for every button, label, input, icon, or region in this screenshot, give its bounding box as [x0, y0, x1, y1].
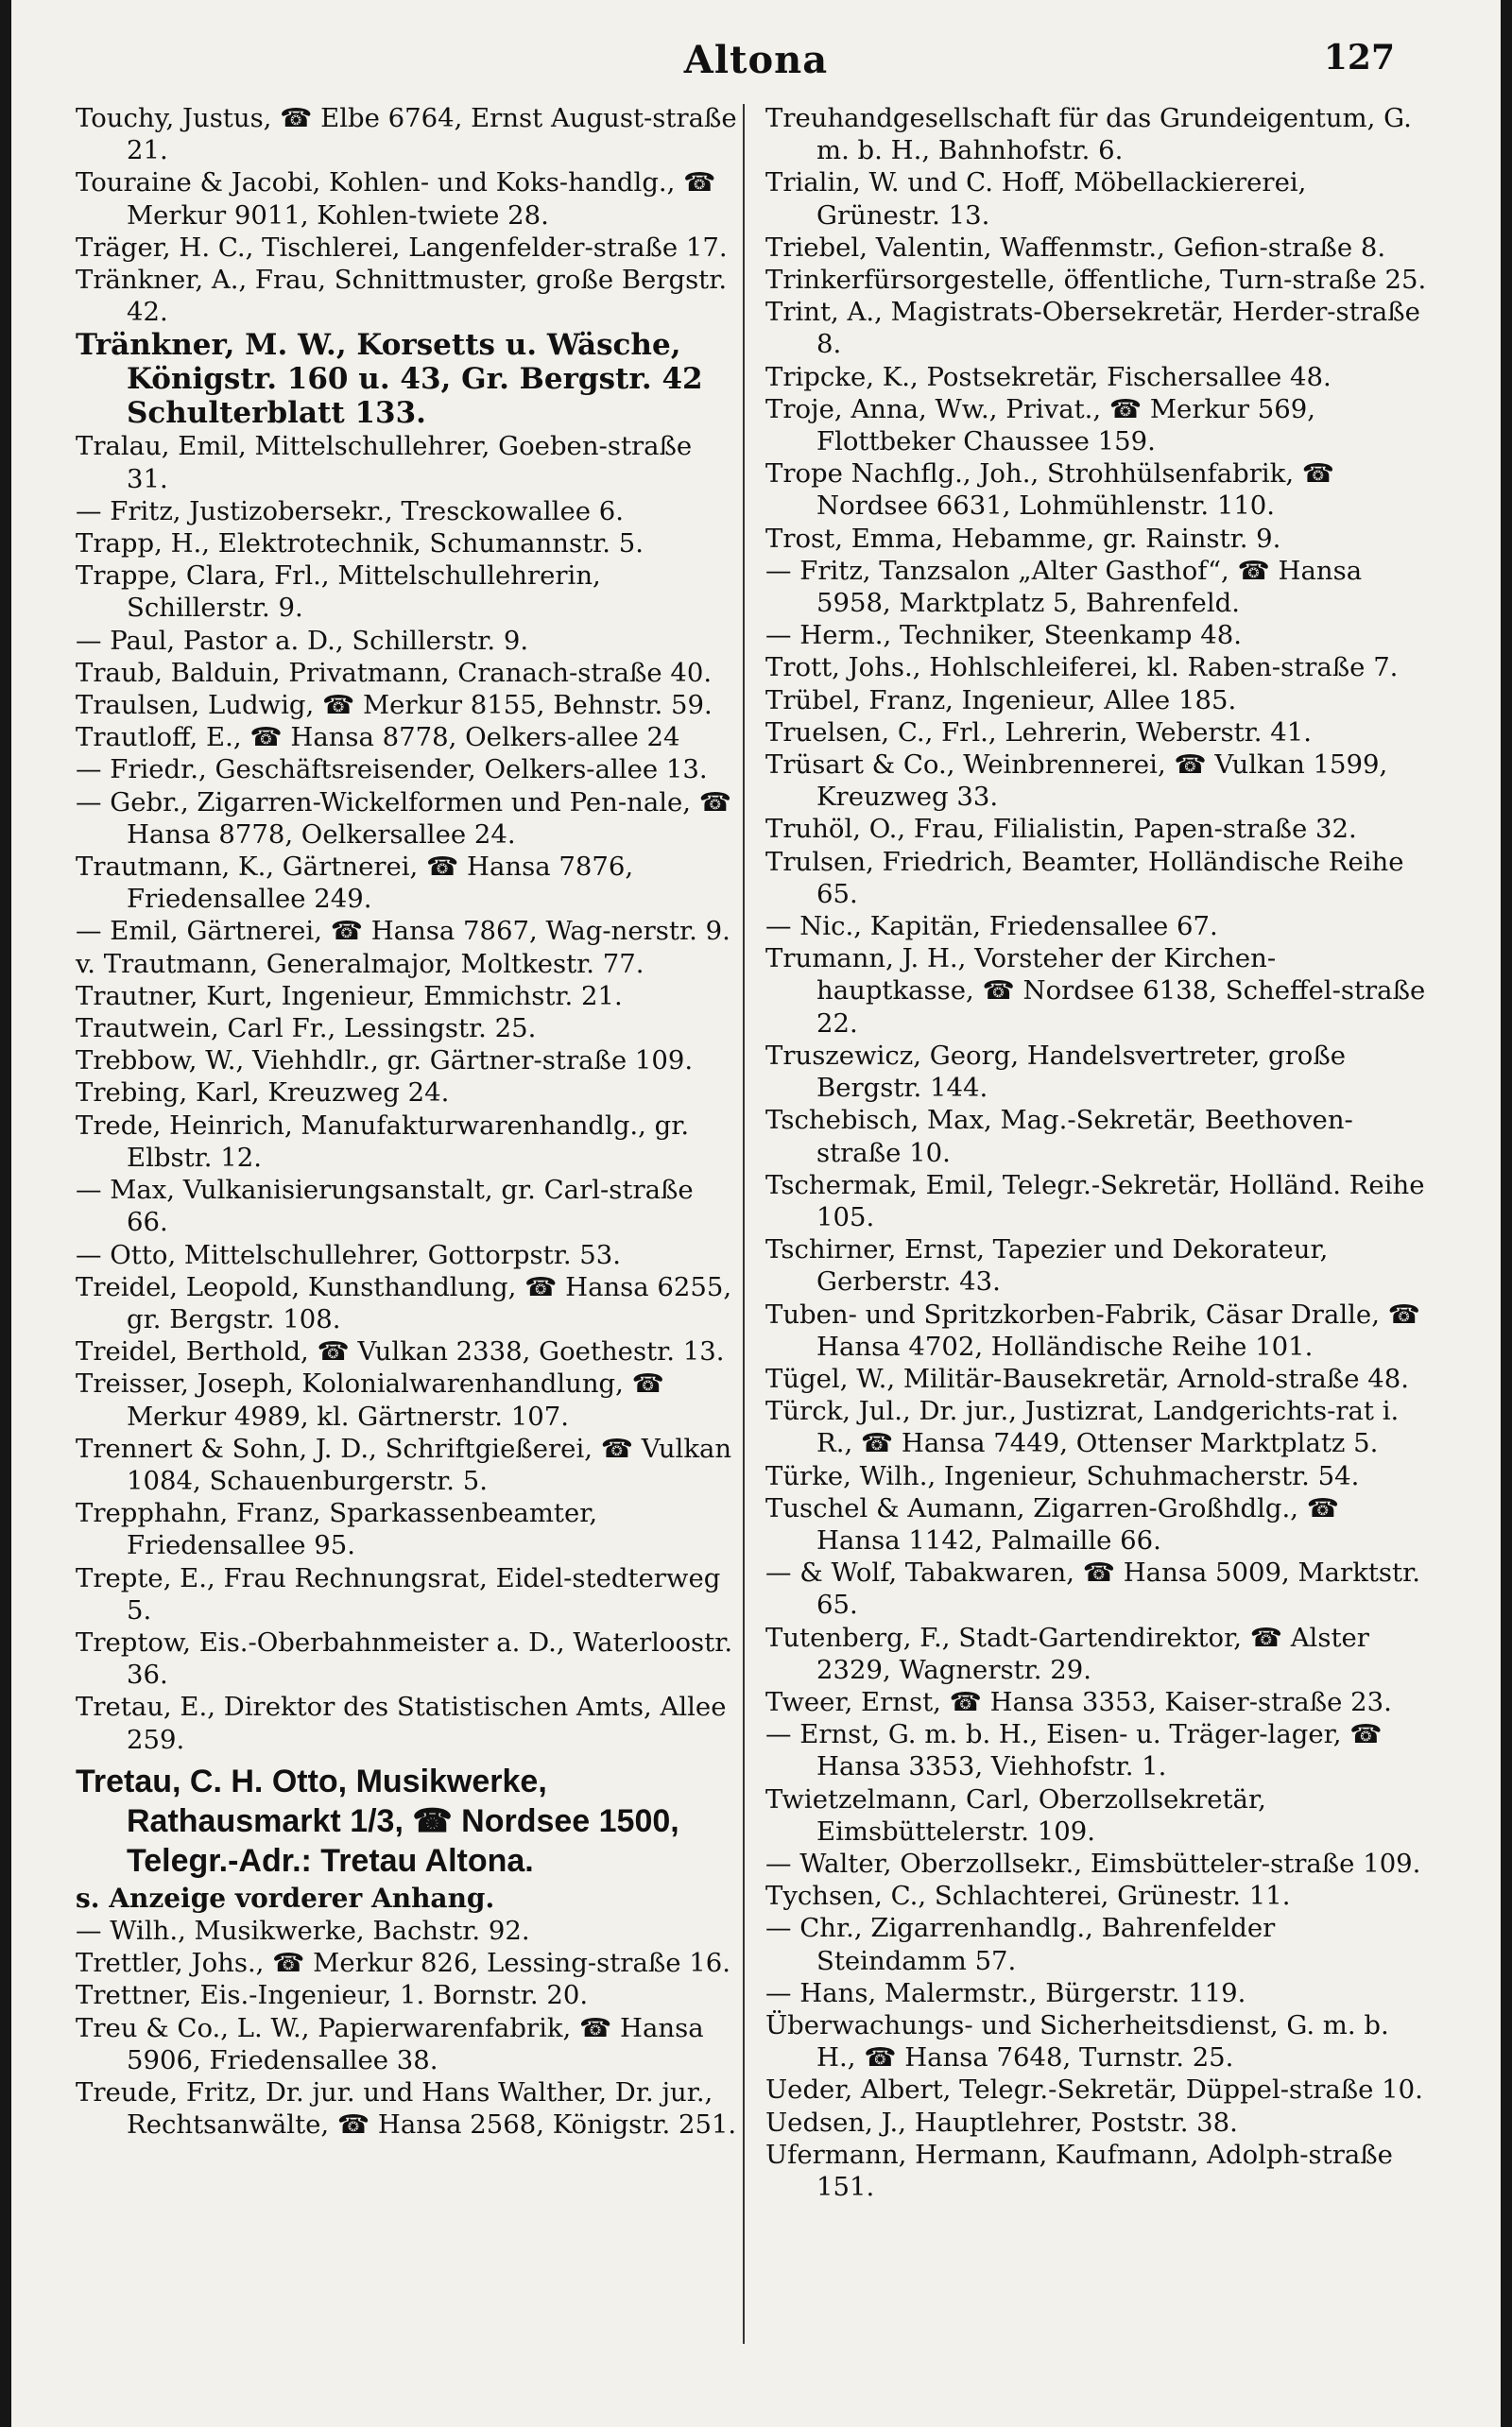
- directory-entry: Truelsen, C., Frl., Lehrerin, Weberstr. 41.: [765, 716, 1313, 748]
- directory-entry: — Hans, Malermstr., Bürgerstr. 119.: [765, 1977, 1246, 2008]
- directory-entry: Tränkner, A., Frau, Schnittmuster, große Bergstr. 42.: [76, 265, 728, 328]
- directory-entry: Tschebisch, Max, Mag.-Sekretär, Beethoven-straße 10.: [765, 1105, 1353, 1168]
- page-header: [11, 38, 1501, 95]
- directory-entry: Trüsart & Co., Weinbrennerei, ☎ Vulkan 1599, Kreuzweg 33.: [765, 749, 1388, 813]
- directory-entry: Tuben- und Spritzkorben-Fabrik, Cäsar Dralle, ☎ Hansa 4702, Holländische Reihe 101.: [765, 1299, 1420, 1362]
- directory-entry: — Walter, Oberzollsekr., Eimsbütteler-straße 109.: [765, 1848, 1421, 1879]
- directory-entry: Trede, Heinrich, Manufakturwarenhandlg., gr. Elbstr. 12.: [76, 1110, 690, 1173]
- directory-entry: Truhöl, O., Frau, Filialistin, Papen-straße 32.: [765, 814, 1357, 845]
- directory-entry: — & Wolf, Tabakwaren, ☎ Hansa 5009, Marktstr. 65.: [765, 1558, 1420, 1621]
- directory-entry: Tretau, C. H. Otto, Musikwerke, Rathausmarkt 1/3, ☎ Nordsee 1500, Telegr.-Adr.: Tretau Altona.: [76, 1763, 679, 1879]
- directory-entry: Treidel, Leopold, Kunsthandlung, ☎ Hansa 6255, gr. Bergstr. 108.: [76, 1271, 732, 1334]
- directory-entry: Triebel, Valentin, Waffenmstr., Gefion-straße 8.: [765, 232, 1386, 263]
- directory-entry: Trepte, E., Frau Rechnungsrat, Eidel-stedterweg 5.: [76, 1562, 721, 1626]
- directory-entry: Tychsen, C., Schlachterei, Grünestr. 11.: [765, 1881, 1291, 1912]
- directory-entry: — Herm., Techniker, Steenkamp 48.: [765, 620, 1242, 651]
- directory-entry: Treptow, Eis.-Oberbahnmeister a. D., Waterloostr. 36.: [76, 1627, 733, 1691]
- directory-entry: Troje, Anna, Ww., Privat., ☎ Merkur 569, Flottbeker Chaussee 159.: [765, 393, 1315, 457]
- directory-entry: — Max, Vulkanisierungsanstalt, gr. Carl-straße 66.: [76, 1175, 694, 1238]
- directory-entry: — Wilh., Musikwerke, Bachstr. 92.: [76, 1915, 530, 1946]
- directory-entry: Trope Nachflg., Joh., Strohhülsenfabrik, ☎ Nordsee 6631, Lohmühlenstr. 110.: [765, 458, 1335, 522]
- directory-entry: Tuschel & Aumann, Zigarren-Großhdlg., ☎ Hansa 1142, Palmaille 66.: [765, 1492, 1339, 1556]
- directory-entry: — Ernst, G. m. b. H., Eisen- u. Träger-lager, ☎ Hansa 3353, Viehhofstr. 1.: [765, 1719, 1383, 1782]
- directory-entry: Trappe, Clara, Frl., Mittelschullehrerin, Schillerstr. 9.: [76, 560, 601, 624]
- directory-entry: — Emil, Gärtnerei, ☎ Hansa 7867, Wag-nerstr. 9.: [76, 916, 730, 947]
- directory-entry: v. Trautmann, Generalmajor, Moltkestr. 77.: [76, 948, 644, 979]
- directory-entry: Trebbow, W., Viehhdlr., gr. Gärtner-straße 109.: [76, 1045, 694, 1076]
- directory-entry: Trulsen, Friedrich, Beamter, Holländische Reihe 65.: [765, 846, 1404, 909]
- directory-entry: Tränkner, M. W., Korsetts u. Wäsche, Königstr. 160 u. 43, Gr. Bergstr. 42 Schulterblatt 133.: [76, 328, 703, 431]
- directory-entry: Türke, Wilh., Ingenieur, Schuhmacherstr. 54.: [765, 1460, 1360, 1491]
- directory-entry: Trautwein, Carl Fr., Lessingstr. 25.: [76, 1013, 537, 1044]
- directory-entry: Treuhandgesellschaft für das Grundeigentum, G. m. b. H., Bahnhofstr. 6.: [765, 103, 1412, 166]
- directory-entry: Trautmann, K., Gärtnerei, ☎ Hansa 7876, Friedensallee 249.: [76, 852, 634, 915]
- page-title: Altona: [683, 38, 829, 82]
- directory-entry: Trebing, Karl, Kreuzweg 24.: [76, 1077, 450, 1109]
- directory-entry: Tweer, Ernst, ☎ Hansa 3353, Kaiser-straße 23.: [765, 1686, 1392, 1717]
- directory-entry: Ufermann, Hermann, Kaufmann, Adolph-straße 151.: [765, 2139, 1393, 2202]
- directory-entry: Trautner, Kurt, Ingenieur, Emmichstr. 21.: [76, 980, 623, 1011]
- directory-entry: Trialin, W. und C. Hoff, Möbellackiererei, Grünestr. 13.: [765, 167, 1307, 231]
- directory-entry: Truszewicz, Georg, Handelsvertreter, große Bergstr. 144.: [765, 1040, 1346, 1104]
- directory-entry: Trinkerfürsorgestelle, öffentliche, Turn-straße 25.: [765, 265, 1427, 296]
- directory-entry: Träger, H. C., Tischlerei, Langenfelder-straße 17.: [76, 232, 728, 263]
- directory-entry: Tschirner, Ernst, Tapezier und Dekorateur, Gerberstr. 43.: [765, 1234, 1329, 1298]
- directory-entry: Traulsen, Ludwig, ☎ Merkur 8155, Behnstr. 59.: [76, 690, 713, 721]
- directory-entry: Trott, Johs., Hohlschleiferei, kl. Raben-straße 7.: [765, 652, 1399, 683]
- directory-entry: Twietzelmann, Carl, Oberzollsekretär, Eimsbüttelerstr. 109.: [765, 1783, 1266, 1847]
- directory-page: [11, 0, 1501, 2427]
- directory-entry: Tretau, E., Direktor des Statistischen Amts, Allee 259.: [76, 1692, 727, 1755]
- directory-entry: Treude, Fritz, Dr. jur. und Hans Walther, Dr. jur., Rechtsanwälte, ☎ Hansa 2568, Königstr. 251.: [76, 2076, 737, 2141]
- directory-entry: — Chr., Zigarrenhandlg., Bahrenfelder Steindamm 57.: [765, 1913, 1276, 1976]
- directory-entry: Treidel, Berthold, ☎ Vulkan 2338, Goethestr. 13.: [76, 1336, 725, 1368]
- directory-entry: Tutenberg, F., Stadt-Gartendirektor, ☎ Alster 2329, Wagnerstr. 29.: [765, 1622, 1369, 1685]
- directory-entry: — Nic., Kapitän, Friedensallee 67.: [765, 911, 1218, 942]
- directory-entry: Uedsen, J., Hauptlehrer, Poststr. 38.: [765, 2107, 1238, 2138]
- directory-entry: Trettner, Eis.-Ingenieur, 1. Bornstr. 20.: [76, 1980, 589, 2011]
- directory-entry: — Gebr., Zigarren-Wickelformen und Pen-nale, ☎ Hansa 8778, Oelkersallee 24.: [76, 786, 732, 850]
- directory-entry: Trint, A., Magistrats-Obersekretär, Herder-straße 8.: [765, 297, 1420, 360]
- directory-entry: Trübel, Franz, Ingenieur, Allee 185.: [765, 684, 1237, 715]
- directory-entry: Traub, Balduin, Privatmann, Cranach-straße 40.: [76, 657, 713, 688]
- directory-entry: — Otto, Mittelschullehrer, Gottorpstr. 53.: [76, 1239, 622, 1270]
- directory-entry: Überwachungs- und Sicherheitsdienst, G. m. b. H., ☎ Hansa 7648, Turnstr. 25.: [765, 2009, 1389, 2074]
- column-divider: [743, 104, 745, 2344]
- directory-entry: Treisser, Joseph, Kolonialwarenhandlung, ☎ Merkur 4989, kl. Gärtnerstr. 107.: [76, 1368, 664, 1432]
- right-column: [765, 102, 1427, 2203]
- directory-entry: Ueder, Albert, Telegr.-Sekretär, Düppel-straße 10.: [765, 2074, 1423, 2106]
- directory-entry: Trumann, J. H., Vorsteher der Kirchen-hauptkasse, ☎ Nordsee 6138, Scheffel-straße 22.: [765, 943, 1426, 1039]
- directory-entry: — Fritz, Tanzsalon „Alter Gasthof“, ☎ Hansa 5958, Marktplatz 5, Bahrenfeld.: [765, 555, 1363, 619]
- directory-entry: Trennert & Sohn, J. D., Schriftgießerei, ☎ Vulkan 1084, Schauenburgerstr. 5.: [76, 1433, 732, 1496]
- directory-entry: Tripcke, K., Postsekretär, Fischersallee 48.: [765, 361, 1332, 392]
- directory-entry: Tügel, W., Militär-Bausekretär, Arnold-straße 48.: [765, 1363, 1409, 1394]
- directory-entry: — Paul, Pastor a. D., Schillerstr. 9.: [76, 625, 529, 656]
- directory-entry: Tschermak, Emil, Telegr.-Sekretär, Holländ. Reihe 105.: [765, 1169, 1425, 1232]
- page-number: 127: [1323, 38, 1395, 77]
- directory-entry: Trepphahn, Franz, Sparkassenbeamter, Friedensallee 95.: [76, 1498, 598, 1561]
- directory-entry: Trost, Emma, Hebamme, gr. Rainstr. 9.: [765, 523, 1281, 554]
- directory-entry: s. Anzeige vorderer Anhang.: [76, 1882, 495, 1914]
- directory-entry: Trautloff, E., ☎ Hansa 8778, Oelkers-allee 24: [76, 722, 680, 753]
- directory-entry: Treu & Co., L. W., Papierwarenfabrik, ☎ Hansa 5906, Friedensallee 38.: [76, 2012, 704, 2075]
- directory-entry: Trapp, H., Elektrotechnik, Schumannstr. 5.: [76, 528, 644, 559]
- directory-entry: Tralau, Emil, Mittelschullehrer, Goeben-straße 31.: [76, 431, 693, 494]
- directory-entry: — Friedr., Geschäftsreisender, Oelkers-allee 13.: [76, 754, 708, 785]
- directory-entry: Türck, Jul., Dr. jur., Justizrat, Landgerichts-rat i. R., ☎ Hansa 7449, Ottenser Marktplatz 5.: [765, 1396, 1400, 1459]
- left-column: [76, 102, 737, 2141]
- directory-entry: Touchy, Justus, ☎ Elbe 6764, Ernst August-straße 21.: [76, 103, 737, 166]
- directory-entry: Trettler, Johs., ☎ Merkur 826, Lessing-straße 16.: [76, 1948, 730, 1979]
- directory-entry: — Fritz, Justizobersekr., Tresckowallee 6.: [76, 495, 624, 526]
- directory-entry: Touraine & Jacobi, Kohlen- und Koks-handlg., ☎ Merkur 9011, Kohlen-twiete 28.: [76, 167, 716, 231]
